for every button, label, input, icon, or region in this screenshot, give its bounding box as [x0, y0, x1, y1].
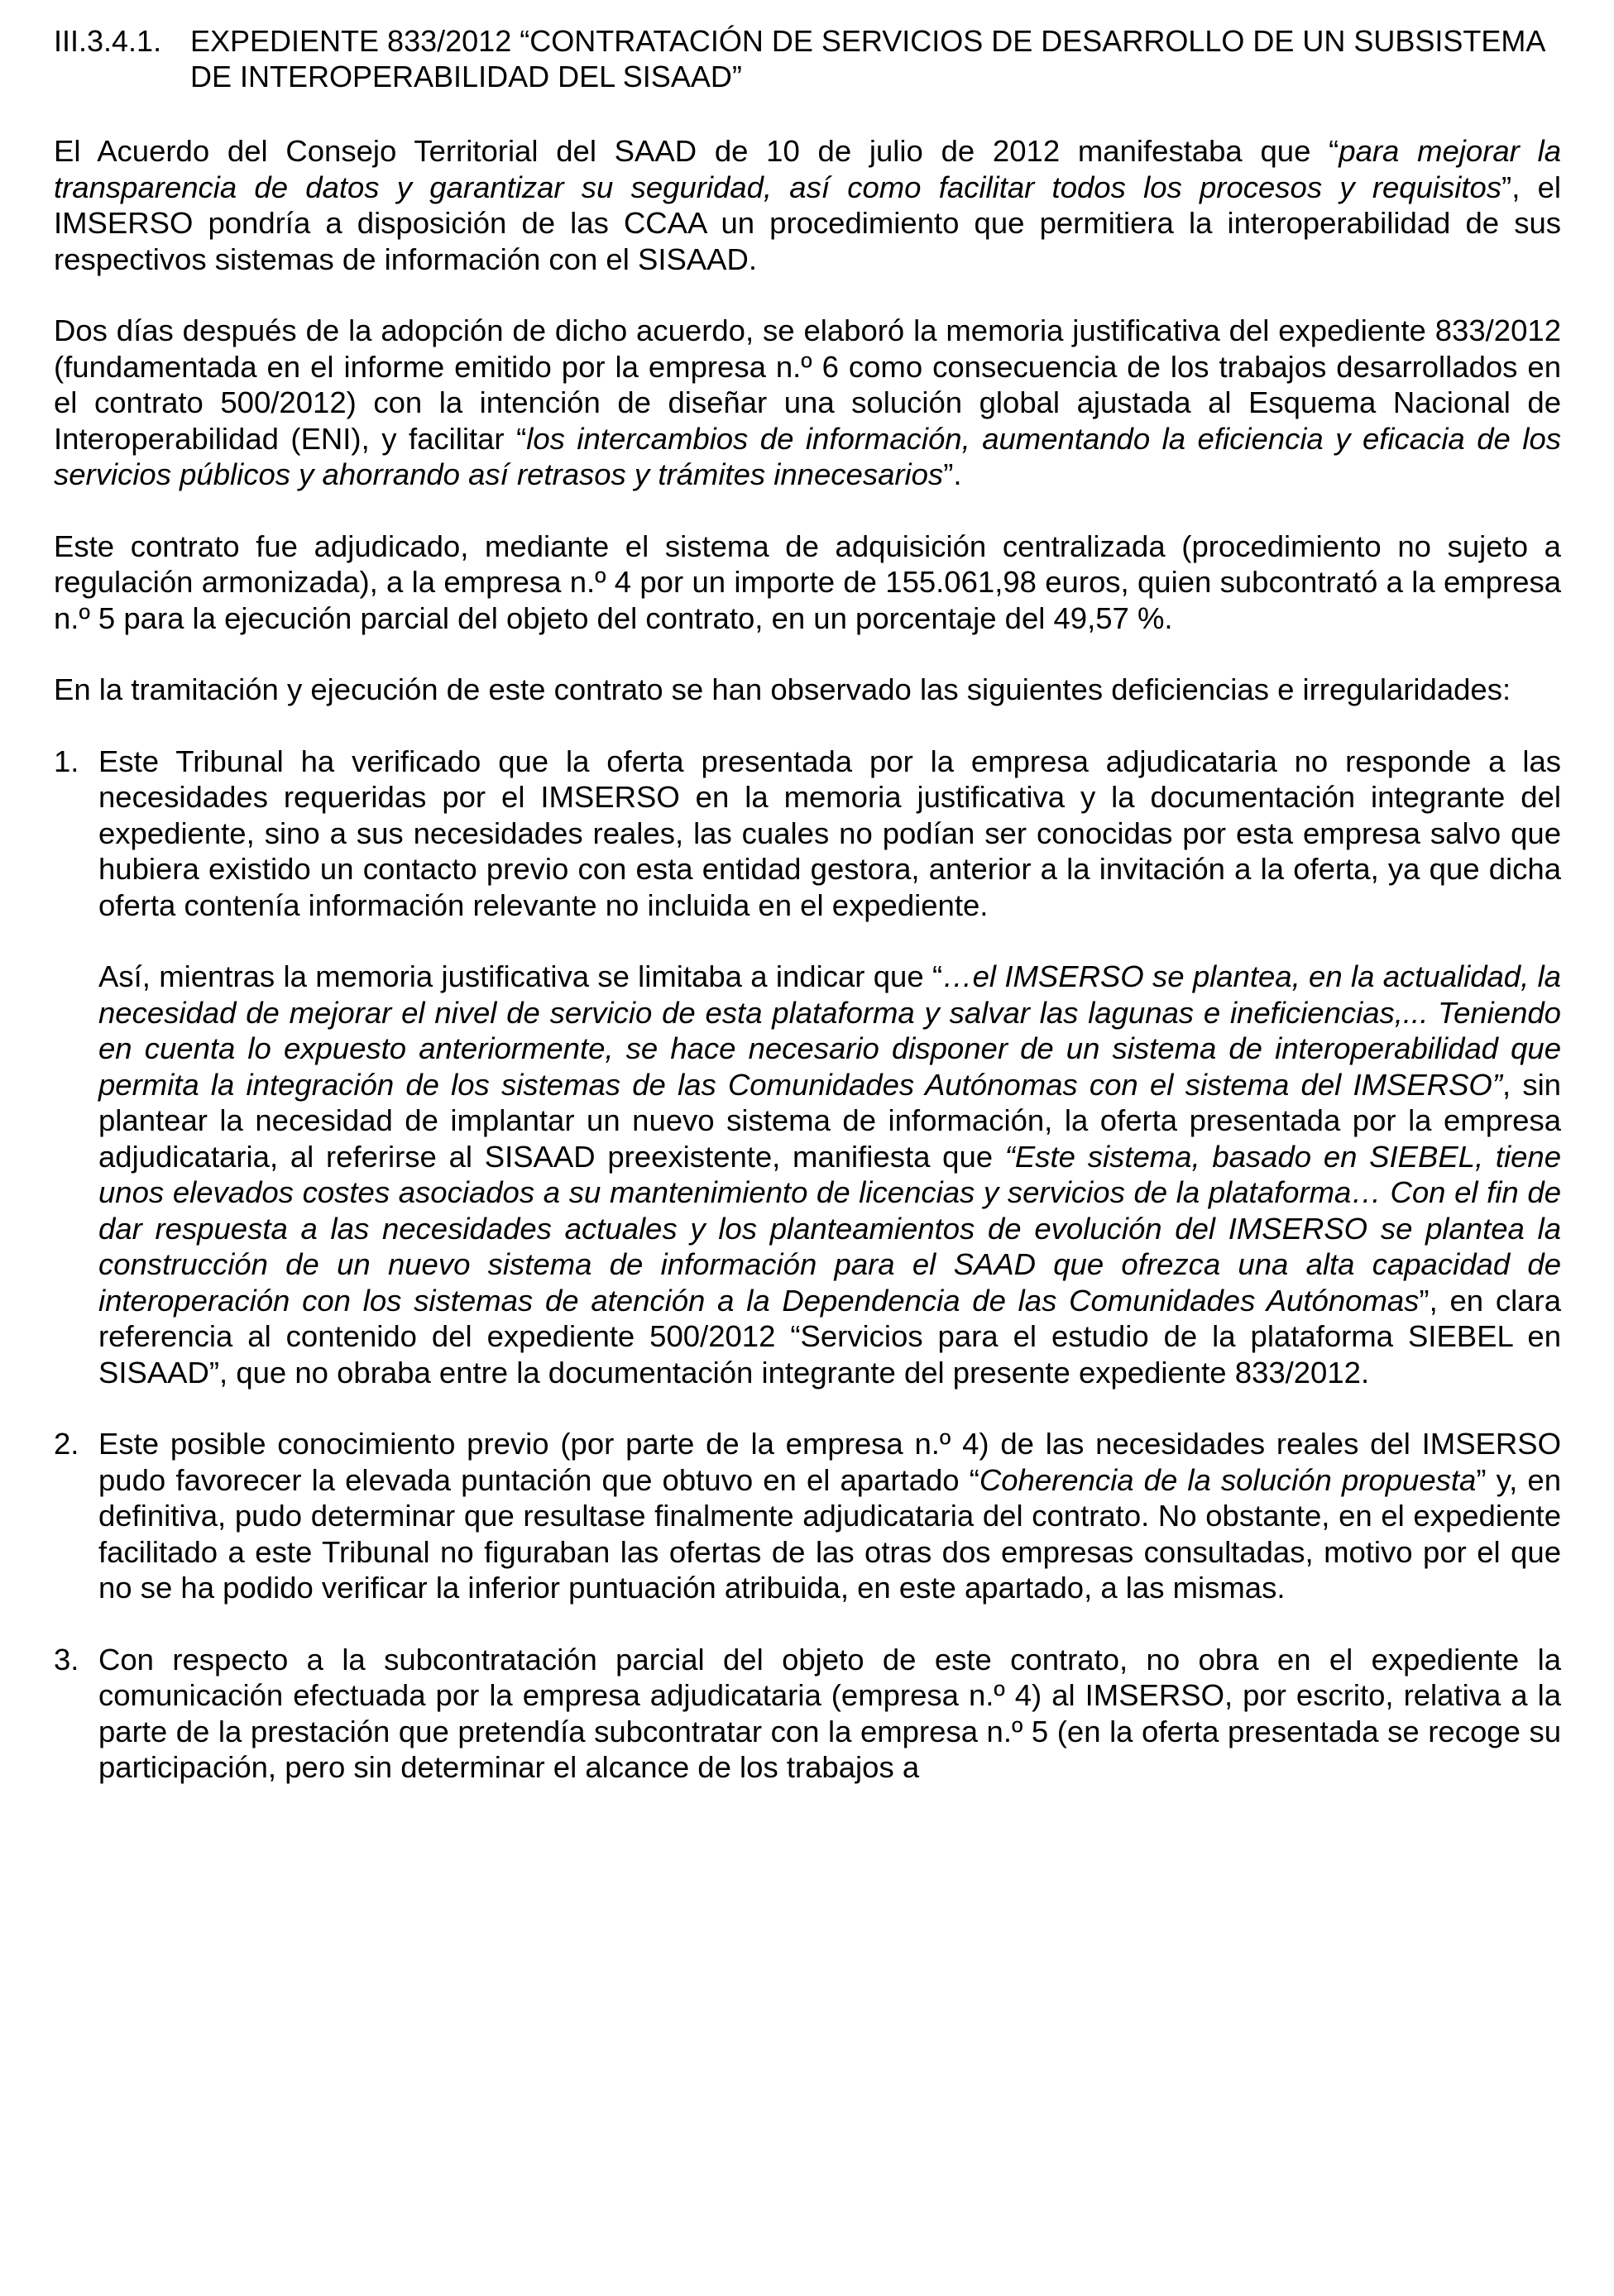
text-run: ” y, en definitiva, pudo determinar que resultase finalmente adjudicataria del contrato. No obstante, en el expediente facilitado a este Tribunal no figuraban las ofertas de las otras dos empresas consultadas, motivo por el que no se ha podido verificar la inferior puntuación atribuida, en este apartado, a las mismas.	[98, 1462, 1562, 1605]
document-page	[54, 23, 1561, 1821]
paragraph-acuerdo	[54, 133, 1561, 277]
text-run: ”, el IMSERSO pondría a disposición de las CCAA un procedimiento que permitiera la interoperabilidad de sus respectivos sistemas de información con el SISAAD.	[54, 170, 1561, 276]
paragraph-adjudicacion	[54, 529, 1561, 637]
section-title: EXPEDIENTE 833/2012 “CONTRATACIÓN DE SERVICIOS DE DESARROLLO DE UN SUBSISTEMA DE INTEROPERABILIDAD DEL SISAAD”	[190, 24, 1545, 93]
paragraph-deficiencias	[54, 672, 1561, 708]
list-marker: 2.	[54, 1427, 79, 1461]
text-run: En la tramitación y ejecución de este contrato se han observado las siguientes deficiencias e irregularidades:	[54, 672, 1511, 706]
list-item-paragraph	[98, 744, 1561, 924]
text-run: Dos días después de la adopción de dicho acuerdo, se elaboró la memoria justificativa del expediente 833/2012 (fundamentada en el informe emitido por la empresa n.º 6 como consecuencia de los trabajos desarrollados en el contrato 500/2012) con la intención de diseñar una solución global ajustada al Esquema Nacional de Interoperabilidad (ENI), y facilitar “	[54, 313, 1561, 456]
list-item-paragraph	[98, 1642, 1561, 1786]
italic-quote: Coherencia de la solución propuesta	[979, 1462, 1477, 1497]
paragraph-memoria	[54, 313, 1561, 493]
text-run: Este contrato fue adjudicado, mediante el sistema de adquisición centralizada (procedimiento no sujeto a regulación armonizada), a la empresa n.º 4 por un importe de 155.061,98 euros, quien subcontrató a la empresa n.º 5 para la ejecución parcial del objeto del contrato, en un porcentaje del 49,57 %.	[54, 529, 1561, 635]
section-heading	[54, 23, 1561, 94]
text-run: Así, mientras la memoria justificativa se limitaba a indicar que “	[98, 959, 943, 993]
list-item	[54, 744, 1561, 1391]
list-marker: 1.	[54, 744, 79, 778]
list-marker: 3.	[54, 1642, 79, 1677]
text-run: ”.	[943, 457, 962, 491]
list-item-paragraph	[98, 959, 1561, 1390]
list-item-paragraph	[98, 1426, 1561, 1606]
text-run: Con respecto a la subcontratación parcial del objeto de este contrato, no obra en el expediente la comunicación efectuada por la empresa adjudicataria (empresa n.º 4) al IMSERSO, por escrito, relativa a la parte de la prestación que pretendía subcontratar con la empresa n.º 5 (en la oferta presentada se recoge su participación, pero sin determinar el alcance de los trabajos a	[98, 1642, 1561, 1784]
italic-quote: los intercambios de información, aumentando la eficiencia y eficacia de los servicios públicos y ahorrando así retrasos y trámites innecesarios	[54, 421, 1561, 491]
deficiencies-list	[54, 744, 1561, 1786]
italic-quote: “Este sistema, basado en SIEBEL, tiene unos elevados costes asociados a su mantenimiento de licencias y servicios de la plataforma… Con el fin de dar respuesta a las necesidades actuales y los planteamientos de evolución del IMSERSO se plantea la construcción de un nuevo sistema de información para el SAAD que ofrezca una alta capacidad de interoperación con los sistemas de atención a la Dependencia de las Comunidades Autónomas	[98, 1139, 1561, 1318]
text-run: Este posible conocimiento previo (por parte de la empresa n.º 4) de las necesidades reales del IMSERSO pudo favorecer la elevada puntación que obtuvo en el apartado “	[98, 1427, 1561, 1497]
text-run: Este Tribunal ha verificado que la oferta presentada por la empresa adjudicataria no responde a las necesidades requeridas por el IMSERSO en la memoria justificativa y la documentación integrante del expediente, sino a sus necesidades reales, las cuales no podían ser conocidas por esta empresa salvo que hubiera existido un contacto previo con esta entidad gestora, anterior a la invitación a la oferta, ya que dicha oferta contenía información relevante no incluida en el expediente.	[98, 744, 1561, 922]
text-run: ”, en clara referencia al contenido del expediente 500/2012 “Servicios para el estudio de la plataforma SIEBEL en SISAAD”, que no obraba entre la documentación integrante del presente expediente 833/2012.	[98, 1283, 1561, 1390]
text-run: El Acuerdo del Consejo Territorial del SAAD de 10 de julio de 2012 manifestaba que “	[54, 134, 1339, 168]
italic-quote: para mejorar la transparencia de datos y garantizar su seguridad, así como facilitar todos los procesos y requisitos	[54, 134, 1561, 204]
section-number: III.3.4.1.	[54, 24, 162, 58]
list-item	[54, 1426, 1561, 1606]
list-item	[54, 1642, 1561, 1786]
italic-quote: …el IMSERSO se plantea, en la actualidad, la necesidad de mejorar el nivel de servicio de esta plataforma y salvar las lagunas e ineficiencias,... Teniendo en cuenta lo expuesto anteriormente, se hace necesario disponer de un sistema de interoperabilidad que permita la integración de los sistemas de las Comunidades Autónomas con el sistema del IMSERSO”	[98, 959, 1561, 1102]
text-run: , sin plantear la necesidad de implantar un nuevo sistema de información, la oferta presentada por la empresa adjudicataria, al referirse al SISAAD preexistente, manifiesta que	[98, 1067, 1561, 1174]
